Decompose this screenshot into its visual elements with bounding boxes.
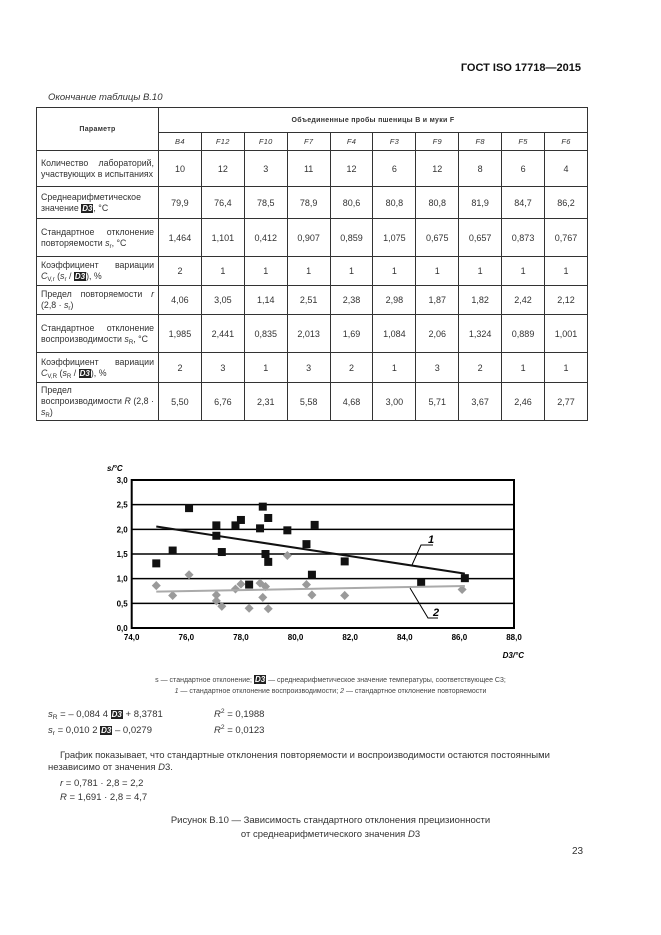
column-code: F4: [330, 133, 373, 151]
text-segment: R: [124, 396, 131, 406]
column-code: F12: [201, 133, 244, 151]
text-segment: (: [57, 367, 63, 378]
table-row: [37, 151, 588, 187]
standard-designation: ГОСТ ISO 17718—2015: [460, 62, 581, 74]
value-cell: 2,06: [416, 315, 459, 353]
square-point: [417, 579, 425, 587]
text-segment: s: [48, 709, 53, 720]
text-segment: — среднеарифметическое значение температуры, соответствующее C3;: [266, 677, 506, 684]
sd-vs-d3-chart: [0, 460, 661, 670]
text-segment: V,R: [47, 372, 58, 380]
value-cell: 1: [244, 353, 287, 383]
text-segment: , °С: [93, 202, 109, 213]
value-cell: 1: [416, 257, 459, 286]
value-cell: 84,7: [502, 187, 545, 219]
diamond-point: [152, 581, 161, 590]
column-code: B4: [159, 133, 202, 151]
d3-symbol: D3: [74, 272, 86, 281]
text-segment: C: [41, 271, 48, 281]
diamond-point: [185, 570, 194, 579]
value-cell: 1,82: [459, 286, 502, 315]
text-segment: R: [214, 725, 221, 736]
text-segment: r: [64, 276, 67, 283]
y-axis-label: s/°C: [107, 464, 123, 473]
value-cell: 12: [416, 151, 459, 187]
value-cell: 1: [502, 257, 545, 286]
value-cell: 2,12: [545, 286, 588, 315]
text-segment: Стандартное отклонение воспроизводимости: [41, 322, 154, 344]
value-cell: 3,05: [201, 286, 244, 315]
series-label: 1: [428, 534, 435, 546]
diamond-point: [264, 604, 273, 613]
legend-line-2: [0, 687, 661, 696]
text-segment: 2: [220, 723, 225, 731]
value-cell: 0,889: [502, 315, 545, 353]
value-cell: 1: [545, 257, 588, 286]
param-header: Параметр: [37, 108, 159, 151]
y-tick-label: 1,5: [116, 550, 128, 559]
value-cell: 1: [330, 257, 373, 286]
equation-lhs: [48, 709, 214, 721]
equation-r2: [214, 709, 264, 721]
square-point: [237, 516, 245, 524]
value-cell: 3,00: [373, 383, 416, 421]
value-cell: 0,907: [287, 219, 330, 257]
y-tick-label: 2,0: [116, 525, 128, 535]
text-segment: (2,8 ·: [130, 396, 154, 406]
value-cell: 1,69: [330, 315, 373, 353]
x-axis-label: D3/°C: [502, 651, 524, 660]
result-r: [48, 778, 588, 790]
param-cell: [37, 219, 159, 257]
text-segment: r: [109, 242, 112, 250]
value-cell: 81,9: [459, 187, 502, 219]
value-cell: 5,50: [159, 383, 202, 421]
table-row: [37, 257, 588, 286]
value-cell: 1,14: [244, 286, 287, 315]
x-tick-label: 74,0: [123, 633, 140, 642]
value-cell: 6: [502, 151, 545, 187]
x-tick-label: 88,0: [506, 633, 522, 642]
text-segment: s: [63, 300, 69, 310]
d3-symbol: D3: [82, 203, 93, 213]
text-segment: = 1,691 · 2,8 = 4,7: [66, 792, 148, 803]
diamond-point: [283, 551, 292, 560]
text-segment: s: [124, 333, 129, 344]
text-segment: Коэффициент вариации: [41, 260, 154, 270]
text-segment: = 0,1988: [224, 709, 265, 720]
text-segment: 1: [174, 688, 179, 695]
d3-symbol: D3: [254, 675, 266, 684]
d3-symbol: D3: [101, 726, 112, 735]
text-segment: R: [45, 412, 50, 419]
value-cell: 2: [330, 353, 373, 383]
figure-caption-line-2: [0, 829, 661, 841]
equation-lhs: [48, 725, 214, 737]
text-segment: = 0,781 · 2,8 = 2,2: [63, 778, 144, 789]
value-cell: 80,6: [330, 187, 373, 219]
column-code: F8: [459, 133, 502, 151]
square-point: [283, 526, 291, 534]
table-row: [37, 315, 588, 353]
text-segment: 3.: [165, 762, 173, 773]
x-tick-label: 76,0: [178, 633, 195, 642]
text-segment: s: [48, 725, 53, 736]
param-cell: [37, 187, 159, 219]
group-header: Объединенные пробы пшеницы B и муки F: [159, 108, 588, 133]
value-cell: 0,873: [502, 219, 545, 257]
text-segment: – 0,0279: [112, 725, 152, 736]
text-segment: 3: [414, 829, 421, 840]
value-cell: 80,8: [373, 187, 416, 219]
text-segment: — стандартное отклонение воспроизводимости;: [178, 688, 341, 695]
text-segment: D: [407, 829, 415, 840]
text-segment: Предел воспроизводимости: [41, 385, 125, 406]
text-segment: (: [54, 271, 61, 281]
param-cell: [37, 383, 159, 421]
square-point: [311, 521, 319, 529]
table-caption: Окончание таблицы В.10: [48, 92, 163, 103]
value-cell: 0,657: [459, 219, 502, 257]
value-cell: 12: [201, 151, 244, 187]
value-cell: 1: [373, 257, 416, 286]
value-cell: 1: [502, 353, 545, 383]
text-segment: s: [62, 367, 67, 378]
param-cell: [37, 315, 159, 353]
trend-line: [156, 586, 465, 592]
result-R: [48, 792, 588, 804]
text-segment: (2,8 ·: [41, 300, 64, 310]
diamond-point: [340, 591, 349, 600]
square-point: [341, 557, 349, 565]
text-segment: s: [105, 237, 110, 248]
square-point: [185, 504, 193, 512]
square-point: [262, 550, 270, 558]
text-segment: r: [68, 305, 71, 312]
value-cell: 0,767: [545, 219, 588, 257]
text-block: [48, 750, 588, 806]
square-point: [152, 559, 160, 567]
value-cell: 1: [244, 257, 287, 286]
value-cell: 79,9: [159, 187, 202, 219]
column-code: F6: [545, 133, 588, 151]
text-segment: ): [70, 300, 74, 310]
text-segment: R: [60, 792, 67, 803]
value-cell: 10: [159, 151, 202, 187]
x-tick-label: 78,0: [233, 633, 249, 642]
square-point: [302, 540, 310, 548]
column-code: F5: [502, 133, 545, 151]
text-segment: — стандартное отклонение повторяемости: [344, 688, 487, 695]
square-point: [169, 547, 177, 555]
text-segment: Коэффициент вариации: [41, 356, 154, 367]
text-segment: D: [158, 762, 166, 773]
x-tick-label: 80,0: [287, 633, 304, 642]
value-cell: 1,084: [373, 315, 416, 353]
text-segment: R: [52, 714, 58, 721]
diamond-point: [302, 580, 311, 589]
value-cell: 6: [373, 151, 416, 187]
x-tick-label: 84,0: [396, 633, 413, 642]
value-cell: 2,38: [330, 286, 373, 315]
text-segment: + 8,3781: [122, 709, 163, 720]
value-cell: 78,9: [287, 187, 330, 219]
text-segment: , °С: [133, 333, 149, 344]
table-row: [37, 187, 588, 219]
text-segment: R: [128, 338, 134, 346]
value-cell: 6,76: [201, 383, 244, 421]
value-cell: 2,77: [545, 383, 588, 421]
value-cell: 2,51: [287, 286, 330, 315]
value-cell: 4,68: [330, 383, 373, 421]
value-cell: 5,58: [287, 383, 330, 421]
text-segment: Предел повторяемости: [41, 289, 152, 299]
value-cell: 76,4: [201, 187, 244, 219]
value-cell: 0,675: [416, 219, 459, 257]
value-cell: 1,464: [159, 219, 202, 257]
value-cell: 12: [330, 151, 373, 187]
value-cell: 4,06: [159, 286, 202, 315]
text-segment: ): [49, 407, 53, 417]
value-cell: 1: [545, 353, 588, 383]
text-segment: 2: [220, 707, 225, 715]
square-point: [218, 548, 226, 556]
equation-sR: [48, 709, 264, 721]
text-segment: ), %: [86, 271, 102, 281]
value-cell: 1,001: [545, 315, 588, 353]
y-tick-label: 0,0: [116, 624, 128, 633]
text-segment: Среднеарифметическое значение: [41, 191, 141, 213]
value-cell: 2,013: [287, 315, 330, 353]
table-row: [37, 219, 588, 257]
text-segment: V,r: [47, 276, 55, 283]
value-cell: 1,87: [416, 286, 459, 315]
value-cell: 0,835: [244, 315, 287, 353]
value-cell: 80,8: [416, 187, 459, 219]
square-point: [245, 581, 253, 589]
value-cell: 8: [459, 151, 502, 187]
text-segment: = 0,010 2: [54, 725, 101, 736]
value-cell: 2,42: [502, 286, 545, 315]
equation-r2: [214, 725, 264, 737]
text-segment: /: [71, 367, 79, 378]
leader-arrow: [412, 545, 433, 565]
text-segment: График показывает, что стандартные отклонения повторяемости и воспроизводимости остаются постоянными независимо от значения: [48, 750, 550, 773]
d3-symbol: D3: [111, 710, 122, 719]
diamond-point: [258, 593, 267, 602]
d3-symbol: D3: [79, 368, 90, 378]
text-segment: s: [41, 407, 46, 417]
value-cell: 3,67: [459, 383, 502, 421]
square-point: [212, 521, 220, 529]
y-tick-label: 2,5: [116, 500, 128, 510]
value-cell: 86,2: [545, 187, 588, 219]
value-cell: 11: [287, 151, 330, 187]
y-tick-label: 1,0: [116, 574, 128, 584]
value-cell: 2,98: [373, 286, 416, 315]
text-segment: /: [66, 271, 74, 281]
table-row: [37, 286, 588, 315]
x-tick-label: 86,0: [451, 633, 468, 642]
conclusion-paragraph: [48, 750, 588, 774]
value-cell: 2: [159, 257, 202, 286]
value-cell: 5,71: [416, 383, 459, 421]
param-cell: [37, 353, 159, 383]
text-segment: от среднеарифметического значения: [240, 829, 408, 840]
value-cell: 2,31: [244, 383, 287, 421]
text-segment: Количество лабораторий, участвующих в испытаниях: [41, 157, 154, 179]
column-code: F3: [373, 133, 416, 151]
y-tick-label: 3,0: [116, 476, 128, 485]
square-point: [308, 571, 316, 579]
diamond-point: [307, 590, 316, 599]
param-cell: [37, 286, 159, 315]
page-number: 23: [572, 846, 584, 857]
text-segment: Стандартное отклонение повторяемости: [41, 226, 154, 248]
column-code: F7: [287, 133, 330, 151]
value-cell: 1: [373, 353, 416, 383]
figure-caption-line-1: Рисунок В.10 — Зависимость стандартного отклонения прецизионности: [170, 815, 491, 826]
value-cell: 1: [459, 257, 502, 286]
text-segment: 2: [340, 688, 345, 695]
text-segment: C: [41, 367, 48, 378]
value-cell: 1,985: [159, 315, 202, 353]
param-cell: [37, 257, 159, 286]
value-cell: 2: [159, 353, 202, 383]
square-point: [256, 524, 264, 532]
value-cell: 2,441: [201, 315, 244, 353]
value-cell: 1,101: [201, 219, 244, 257]
value-cell: 1,324: [459, 315, 502, 353]
text-segment: = – 0,084 4: [57, 709, 111, 720]
value-cell: 3: [287, 353, 330, 383]
value-cell: 1,075: [373, 219, 416, 257]
value-cell: 0,859: [330, 219, 373, 257]
value-cell: 1: [287, 257, 330, 286]
square-point: [259, 503, 267, 511]
text-segment: r: [151, 289, 154, 299]
value-cell: 3: [201, 353, 244, 383]
text-segment: r: [52, 730, 55, 737]
square-point: [264, 558, 272, 566]
square-point: [461, 574, 469, 582]
equation-sr: [48, 725, 264, 737]
precision-table: [36, 107, 588, 421]
text-segment: s: [60, 271, 65, 281]
series-label: 2: [433, 607, 440, 619]
text-segment: = 0,0123: [224, 725, 265, 736]
value-cell: 2,46: [502, 383, 545, 421]
text-segment: , °С: [111, 237, 127, 248]
square-point: [264, 514, 272, 522]
text-segment: r: [60, 778, 64, 789]
y-tick-label: 0,5: [116, 599, 128, 609]
value-cell: 0,412: [244, 219, 287, 257]
value-cell: 78,5: [244, 187, 287, 219]
value-cell: 3: [244, 151, 287, 187]
text-segment: s — стандартное отклонение;: [155, 677, 254, 684]
text-segment: ), %: [90, 367, 107, 378]
diamond-point: [245, 604, 254, 613]
text-segment: R: [66, 372, 72, 380]
legend-line-1: [0, 675, 661, 685]
column-code: F9: [416, 133, 459, 151]
param-cell: [37, 151, 159, 187]
table-row: [37, 383, 588, 421]
column-code: F10: [244, 133, 287, 151]
value-cell: 2: [459, 353, 502, 383]
table-row: [37, 353, 588, 383]
value-cell: 4: [545, 151, 588, 187]
value-cell: 3: [416, 353, 459, 383]
text-segment: R: [214, 709, 221, 720]
value-cell: 1: [201, 257, 244, 286]
x-tick-label: 82,0: [342, 633, 358, 642]
